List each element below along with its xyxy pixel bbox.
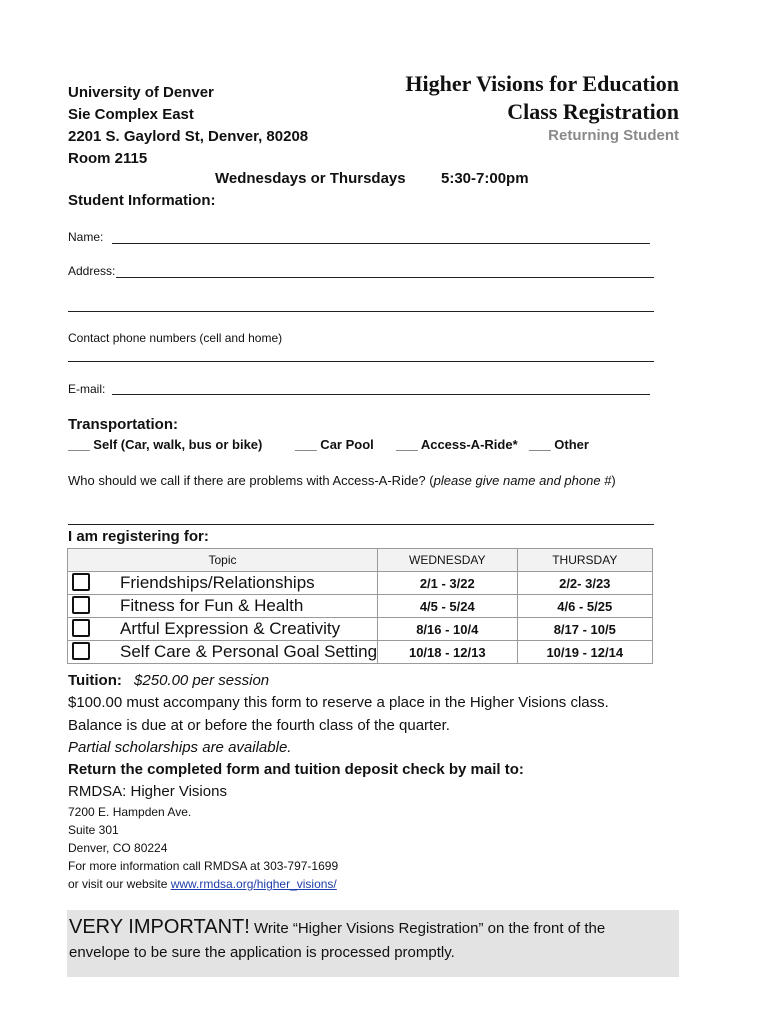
notice-emphasis: VERY IMPORTANT! xyxy=(69,916,250,938)
student-info-heading: Student Information: xyxy=(68,192,216,209)
mail-heading: Return the completed form and tuition deposit check by mail to: xyxy=(68,761,524,778)
transport-option-access-a-ride[interactable]: ___ Access-A-Ride* xyxy=(396,437,518,452)
transport-option-other[interactable]: ___ Other xyxy=(529,437,589,452)
table-row xyxy=(68,595,653,618)
column-header-wednesday: WEDNESDAY xyxy=(378,549,518,572)
tuition-line xyxy=(68,672,269,689)
registering-heading: I am registering for: xyxy=(68,528,209,545)
topic-label: Self Care & Personal Goal Setting xyxy=(120,642,378,661)
address-field-line-2[interactable] xyxy=(68,311,654,312)
registration-table xyxy=(67,548,653,664)
question-italic: please give name and phone # xyxy=(433,473,612,488)
address-field[interactable] xyxy=(116,277,654,278)
website-prefix: or visit our website xyxy=(68,877,171,891)
topic-label: Fitness for Fun & Health xyxy=(120,596,304,615)
address-line: 2201 S. Gaylord St, Denver, 80208 xyxy=(68,128,309,145)
tuition-amount: $250.00 per session xyxy=(134,672,270,689)
email-label: E-mail: xyxy=(68,382,106,396)
wednesday-dates: 4/5 - 5/24 xyxy=(378,595,518,618)
topic-label: Artful Expression & Creativity xyxy=(120,619,341,638)
form-subtitle: Returning Student xyxy=(548,127,679,144)
wednesday-dates: 2/1 - 3/22 xyxy=(378,572,518,595)
balance-note: Balance is due at or before the fourth class of the quarter. xyxy=(68,717,450,734)
topic-cell xyxy=(68,641,378,664)
table-row xyxy=(68,618,653,641)
column-header-thursday: THURSDAY xyxy=(517,549,652,572)
wednesday-dates: 10/18 - 12/13 xyxy=(378,641,518,664)
title-line-1: Higher Visions for Education xyxy=(405,71,679,96)
topic-label: Friendships/Relationships xyxy=(120,573,315,592)
notice-line-1: Write “Higher Visions Registration” on the front of the xyxy=(249,920,606,937)
address-line: Sie Complex East xyxy=(68,106,194,123)
transport-option-self[interactable]: ___ Self (Car, walk, bus or bike) xyxy=(68,437,263,452)
topic-cell xyxy=(68,595,378,618)
name-label: Name: xyxy=(68,230,104,244)
contact-field[interactable] xyxy=(68,524,654,525)
phone-label: Contact phone numbers (cell and home) xyxy=(68,331,283,345)
website-line xyxy=(68,877,337,891)
table-row xyxy=(68,641,653,664)
deposit-note: $100.00 must accompany this form to reserve a place in the Higher Visions class. xyxy=(68,694,609,711)
question-end: ) xyxy=(611,473,616,488)
topic-cell xyxy=(68,572,378,595)
thursday-dates: 4/6 - 5/25 xyxy=(517,595,652,618)
scholarship-note: Partial scholarships are available. xyxy=(68,739,292,756)
mail-street: 7200 E. Hampden Ave. xyxy=(68,805,192,819)
transportation-heading: Transportation: xyxy=(68,416,179,433)
checkbox-icon[interactable] xyxy=(72,596,90,614)
class-days: Wednesdays or Thursdays xyxy=(215,170,406,187)
mail-org: RMDSA: Higher Visions xyxy=(68,783,227,800)
title-line-2: Class Registration xyxy=(507,99,679,124)
address-line: Room 2115 xyxy=(68,150,148,167)
name-field[interactable] xyxy=(112,243,650,244)
checkbox-icon[interactable] xyxy=(72,619,90,637)
mail-suite: Suite 301 xyxy=(68,823,119,837)
checkbox-icon[interactable] xyxy=(72,573,90,591)
table-header-row xyxy=(68,549,653,572)
info-phone: For more information call RMDSA at 303-797-1699 xyxy=(68,859,339,873)
wednesday-dates: 8/16 - 10/4 xyxy=(378,618,518,641)
access-a-ride-question xyxy=(68,473,616,488)
checkbox-icon[interactable] xyxy=(72,642,90,660)
address-line: University of Denver xyxy=(68,84,214,101)
thursday-dates: 8/17 - 10/5 xyxy=(517,618,652,641)
column-header-topic: Topic xyxy=(68,549,378,572)
transport-option-carpool[interactable]: ___ Car Pool xyxy=(295,437,374,452)
address-label: Address: xyxy=(68,264,116,278)
address-block xyxy=(68,82,308,170)
thursday-dates: 2/2- 3/23 xyxy=(517,572,652,595)
phone-field[interactable] xyxy=(68,361,654,362)
thursday-dates: 10/19 - 12/14 xyxy=(517,641,652,664)
important-notice xyxy=(67,910,679,977)
mail-city: Denver, CO 80224 xyxy=(68,841,168,855)
topic-cell xyxy=(68,618,378,641)
class-time: 5:30-7:00pm xyxy=(441,170,529,187)
notice-line-2: envelope to be sure the application is processed promptly. xyxy=(69,944,455,961)
table-row xyxy=(68,572,653,595)
question-text: Who should we call if there are problems with Access-A-Ride? ( xyxy=(68,473,434,488)
email-field[interactable] xyxy=(112,394,650,395)
tuition-label: Tuition: xyxy=(68,672,122,689)
website-link[interactable]: www.rmdsa.org/higher_visions/ xyxy=(170,877,337,891)
form-title xyxy=(405,70,679,126)
